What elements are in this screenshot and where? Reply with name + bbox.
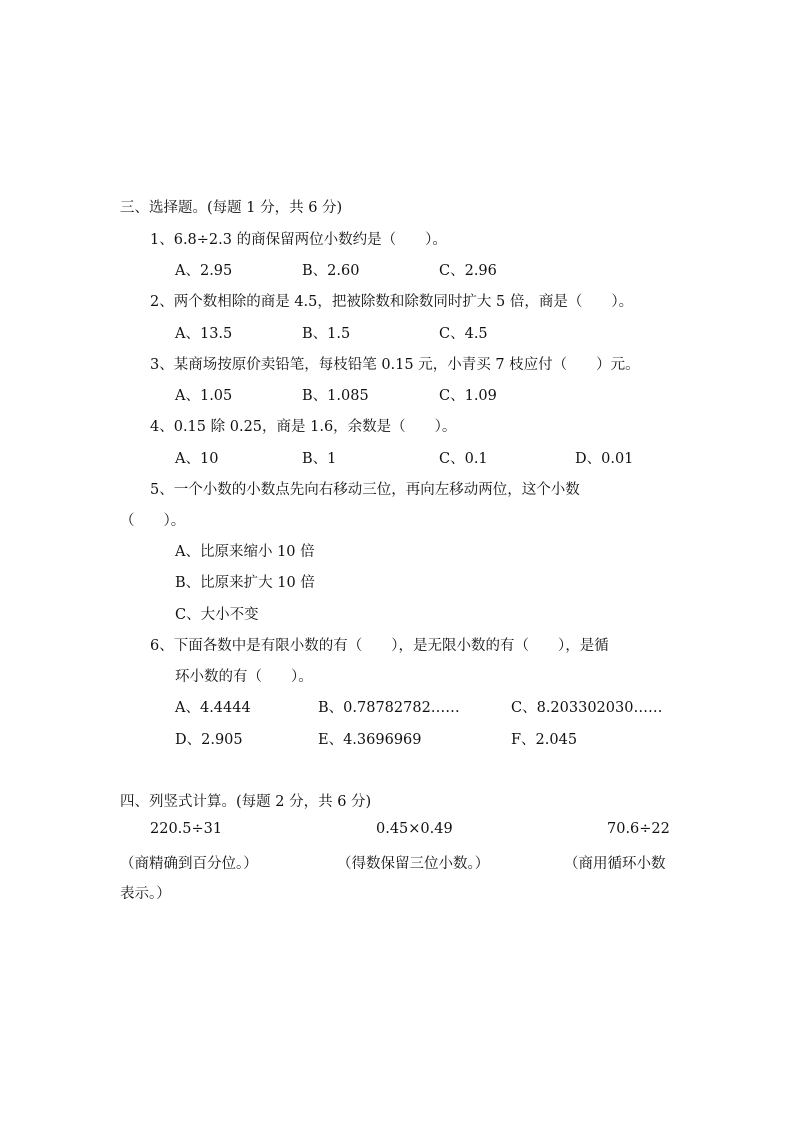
question-4-stem: 4、0.15 除 0.25，商是 1.6，余数是（ ）。: [150, 419, 457, 435]
q6-option-b: B、0.78782782……: [318, 700, 460, 716]
question-6-stem-line1: 6、下面各数中是有限小数的有（ ），是无限小数的有（ ），是循: [150, 638, 609, 654]
question-1-stem: 1、6.8÷2.3 的商保留两位小数约是（ ）。: [150, 232, 447, 248]
question-3-stem: 3、某商场按原价卖铅笔，每枝铅笔 0.15 元，小青买 7 枝应付（ ）元。: [150, 357, 640, 373]
problem-3-note-continued: 表示。）: [120, 886, 171, 902]
q3-option-a: A、1.05: [175, 388, 233, 404]
q6-option-c: C、8.203302030……: [511, 700, 663, 716]
question-2-stem: 2、两个数相除的商是 4.5，把被除数和除数同时扩大 5 倍，商是（ ）。: [150, 294, 634, 310]
q4-option-a: A、10: [175, 451, 219, 467]
problem-1: 220.5÷31: [150, 821, 223, 837]
q4-option-b: B、1: [302, 451, 337, 467]
q2-option-c: C、4.5: [439, 326, 488, 342]
q5-option-c: C、大小不变: [175, 607, 259, 623]
problem-3-note: （商用循环小数: [564, 856, 666, 872]
q2-option-a: A、13.5: [175, 326, 233, 342]
q3-option-b: B、1.085: [302, 388, 369, 404]
q5-option-b: B、比原来扩大 10 倍: [175, 575, 315, 591]
problem-2-note: （得数保留三位小数。）: [337, 856, 490, 872]
q1-option-b: B、2.60: [302, 263, 360, 279]
q3-option-c: C、1.09: [439, 388, 497, 404]
q6-option-d: D、2.905: [175, 732, 243, 748]
question-5-stem-line1: 5、一个小数的小数点先向右移动三位，再向左移动两位，这个小数: [150, 482, 580, 498]
section4-heading: 四、列竖式计算。(每题 2 分，共 6 分): [120, 794, 372, 810]
q4-option-c: C、0.1: [439, 451, 488, 467]
q6-option-f: F、2.045: [511, 732, 578, 748]
q6-option-a: A、4.4444: [175, 700, 251, 716]
q4-option-d: D、0.01: [575, 451, 634, 467]
problem-2: 0.45×0.49: [376, 821, 453, 837]
q5-option-a: A、比原来缩小 10 倍: [175, 544, 315, 560]
q1-option-a: A、2.95: [175, 263, 233, 279]
question-5-stem-line2: （ ）。: [120, 513, 186, 529]
q2-option-b: B、1.5: [302, 326, 351, 342]
problem-3: 70.6÷22: [607, 821, 670, 837]
q1-option-c: C、2.96: [439, 263, 497, 279]
section3-heading: 三、选择题。(每题 1 分，共 6 分): [120, 200, 343, 216]
q6-option-e: E、4.3696969: [318, 732, 422, 748]
question-6-stem-line2: 环小数的有（ ）。: [175, 669, 313, 685]
problem-1-note: （商精确到百分位。）: [120, 856, 258, 872]
